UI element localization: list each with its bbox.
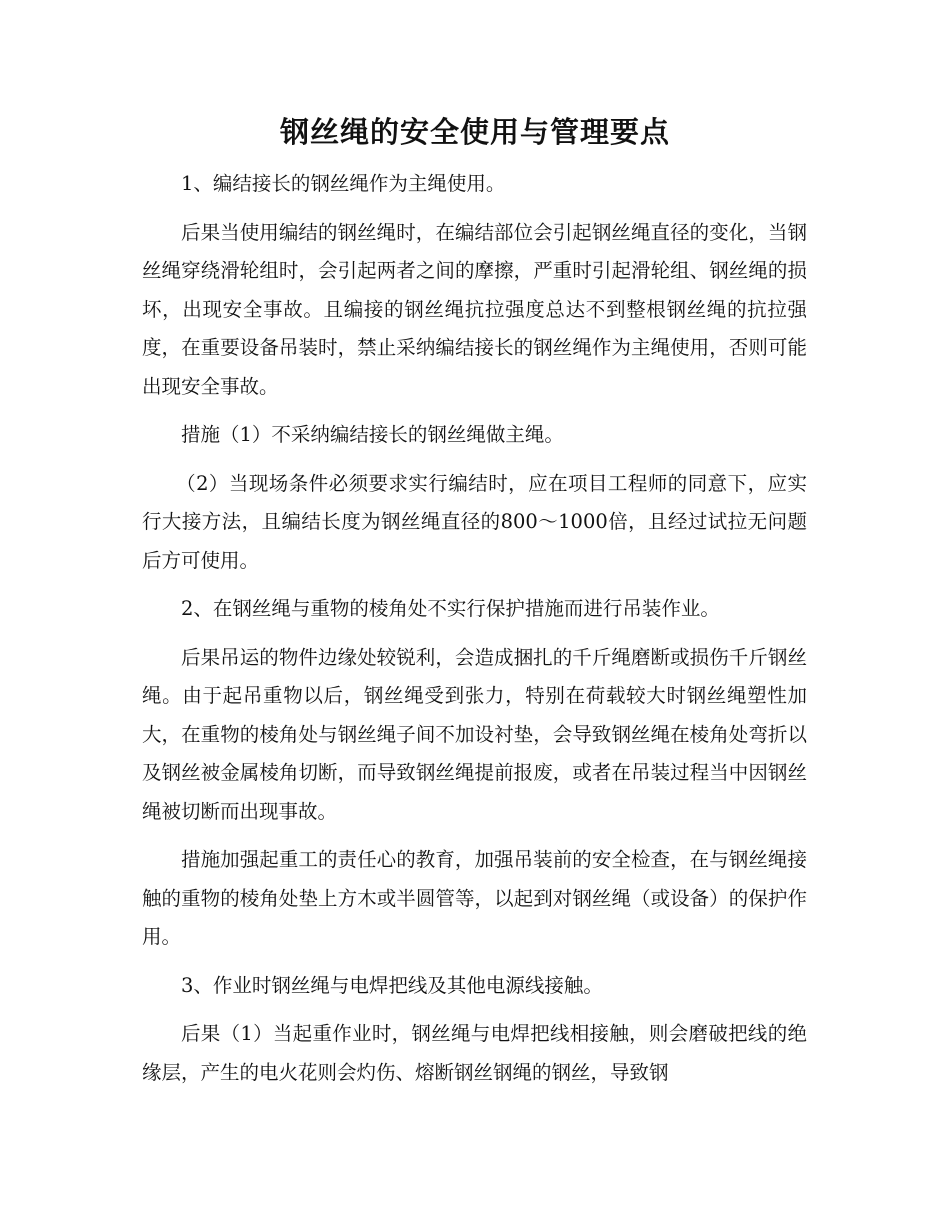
document-body [142,165,807,1102]
heading-item-2: 2、在钢丝绳与重物的棱角处不实行保护措施而进行吊装作业。 [181,597,720,620]
paragraph-consequence-2: 后果吊运的物件边缘处较锐利，会造成捆扎的千斤绳磨断或损伤千斤钢丝绳。由于起吊重物以后，钢丝绳受到张力，特别在荷载较大时钢丝绳塑性加大，在重物的棱角处与钢丝绳子间不加设衬垫，会导致钢丝绳在棱角处弯折以及钢丝被金属棱角切断，而导致钢丝绳提前报废，或者在吊装过程当中因钢丝绳被切断而出现事故。 [142,645,807,823]
paragraph-measure-1-2: （2）当现场条件必须要求实行编结时，应在项目工程师的同意下，应实行大接方法，且编结长度为钢丝绳直径的800～1000倍，且经过试拉无问题后方可使用。 [142,471,807,572]
heading-item-1: 1、编结接长的钢丝绳作为主绳使用。 [181,172,506,195]
paragraph-measure-1: 措施（1）不采纳编结接长的钢丝绳做主绳。 [181,423,564,446]
paragraph-consequence-3: 后果（1）当起重作业时，钢丝绳与电焊把线相接触，则会磨破把线的绝缘层，产生的电火花则会灼伤、熔断钢丝钢绳的钢丝，导致钢 [142,1022,807,1084]
document-title: 钢丝绳的安全使用与管理要点 [279,115,670,149]
paragraph-measure-2: 措施加强起重工的责任心的教育，加强吊装前的安全检查，在与钢丝绳接触的重物的棱角处垫上方木或半圆管等，以起到对钢丝绳（或设备）的保护作用。 [142,848,807,948]
paragraph-consequence-1: 后果当使用编结的钢丝绳时，在编结部位会引起钢丝绳直径的变化，当钢丝绳穿绕滑轮组时，会引起两者之间的摩擦，严重时引起滑轮组、钢丝绳的损坏，出现安全事故。且编接的钢丝绳抗拉强度总达不到整根钢丝绳的抗拉强度，在重要设备吊装时，禁止采纳编结接长的钢丝绳作为主绳使用，否则可能出现安全事故。 [142,220,807,398]
heading-item-3: 3、作业时钢丝绳与电焊把线及其他电源线接触。 [181,973,603,997]
